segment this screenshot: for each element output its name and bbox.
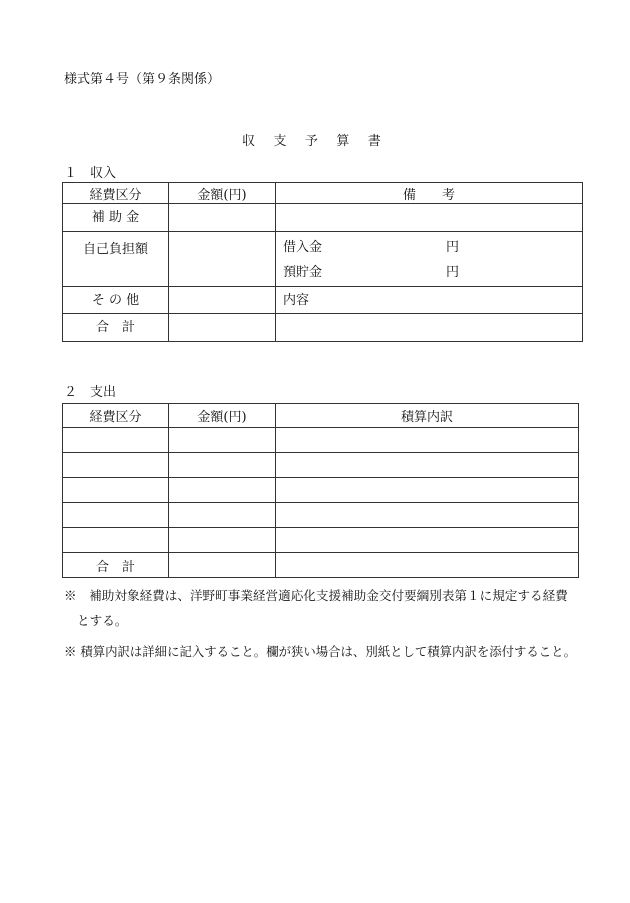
expense-table bbox=[62, 403, 579, 578]
expense-header-breakdown: 積算内訳 bbox=[276, 404, 579, 428]
document-title: 収 支 予 算 書 bbox=[242, 134, 388, 149]
expense-breakdown-cell[interactable] bbox=[276, 453, 579, 478]
income-total-amount-cell[interactable] bbox=[169, 314, 276, 342]
footnote-2: ※ 積算内訳は詳細に記入すること。欄が狭い場合は、別紙として積算内訳を添付すること。 bbox=[64, 644, 576, 659]
income-table bbox=[62, 182, 583, 342]
expense-row bbox=[63, 478, 579, 503]
expense-category-cell[interactable] bbox=[63, 428, 169, 453]
income-subsidy-notes-cell[interactable] bbox=[276, 204, 583, 232]
expense-row bbox=[63, 428, 579, 453]
expense-header-category: 経費区分 bbox=[63, 404, 169, 428]
expense-breakdown-cell[interactable] bbox=[276, 428, 579, 453]
income-self-amount-cell[interactable] bbox=[169, 232, 276, 287]
income-heading: １ 収入 bbox=[64, 166, 117, 181]
income-other-notes-cell[interactable] bbox=[276, 287, 583, 314]
income-header-notes: 備 考 bbox=[276, 183, 583, 204]
income-row-other-label: そ の 他 bbox=[63, 287, 169, 314]
expense-amount-cell[interactable] bbox=[169, 453, 276, 478]
income-total-notes-cell[interactable] bbox=[276, 314, 583, 342]
income-other-amount-cell[interactable] bbox=[169, 287, 276, 314]
income-header-row bbox=[63, 183, 583, 204]
expense-category-cell[interactable] bbox=[63, 453, 169, 478]
content-label: 内容 bbox=[283, 293, 310, 308]
expense-amount-cell[interactable] bbox=[169, 428, 276, 453]
expense-breakdown-cell[interactable] bbox=[276, 503, 579, 528]
income-header-category: 経費区分 bbox=[63, 183, 169, 204]
income-subsidy-amount-cell[interactable] bbox=[169, 204, 276, 232]
income-row-subsidy-label: 補 助 金 bbox=[63, 204, 169, 232]
income-row-subsidy bbox=[63, 204, 583, 232]
expense-row bbox=[63, 528, 579, 553]
expense-header-row bbox=[63, 404, 579, 428]
footnote-1-line-1: ※ 補助対象経費は、洋野町事業経営適応化支援補助金交付要綱別表第１に規定する経費 bbox=[64, 588, 568, 603]
income-row-other bbox=[63, 287, 583, 314]
expense-category-cell[interactable] bbox=[63, 478, 169, 503]
expense-breakdown-cell[interactable] bbox=[276, 528, 579, 553]
expense-total-amount-cell[interactable] bbox=[169, 553, 276, 578]
expense-row bbox=[63, 453, 579, 478]
income-row-self-label: 自己負担額 bbox=[63, 232, 169, 287]
expense-header-amount: 金額(円) bbox=[169, 404, 276, 428]
savings-label: 預貯金 bbox=[283, 265, 323, 280]
borrow-yen-unit: 円 bbox=[446, 240, 460, 255]
savings-yen-unit: 円 bbox=[446, 265, 460, 280]
income-row-total bbox=[63, 314, 583, 342]
income-row-total-label: 合 計 bbox=[63, 314, 169, 342]
expense-row-total bbox=[63, 553, 579, 578]
form-number-label: 様式第４号（第９条関係） bbox=[64, 72, 221, 87]
expense-amount-cell[interactable] bbox=[169, 503, 276, 528]
income-row-self bbox=[63, 232, 583, 287]
expense-amount-cell[interactable] bbox=[169, 478, 276, 503]
footnote-1-line-2: とする。 bbox=[77, 613, 128, 628]
income-self-notes-cell[interactable] bbox=[276, 232, 583, 287]
expense-heading: ２ 支出 bbox=[64, 385, 117, 400]
expense-total-breakdown-cell[interactable] bbox=[276, 553, 579, 578]
borrow-label: 借入金 bbox=[283, 240, 323, 255]
expense-row bbox=[63, 503, 579, 528]
expense-breakdown-cell[interactable] bbox=[276, 478, 579, 503]
expense-amount-cell[interactable] bbox=[169, 528, 276, 553]
expense-category-cell[interactable] bbox=[63, 503, 169, 528]
expense-category-cell[interactable] bbox=[63, 528, 169, 553]
expense-row-total-label: 合 計 bbox=[63, 553, 169, 578]
income-header-amount: 金額(円) bbox=[169, 183, 276, 204]
